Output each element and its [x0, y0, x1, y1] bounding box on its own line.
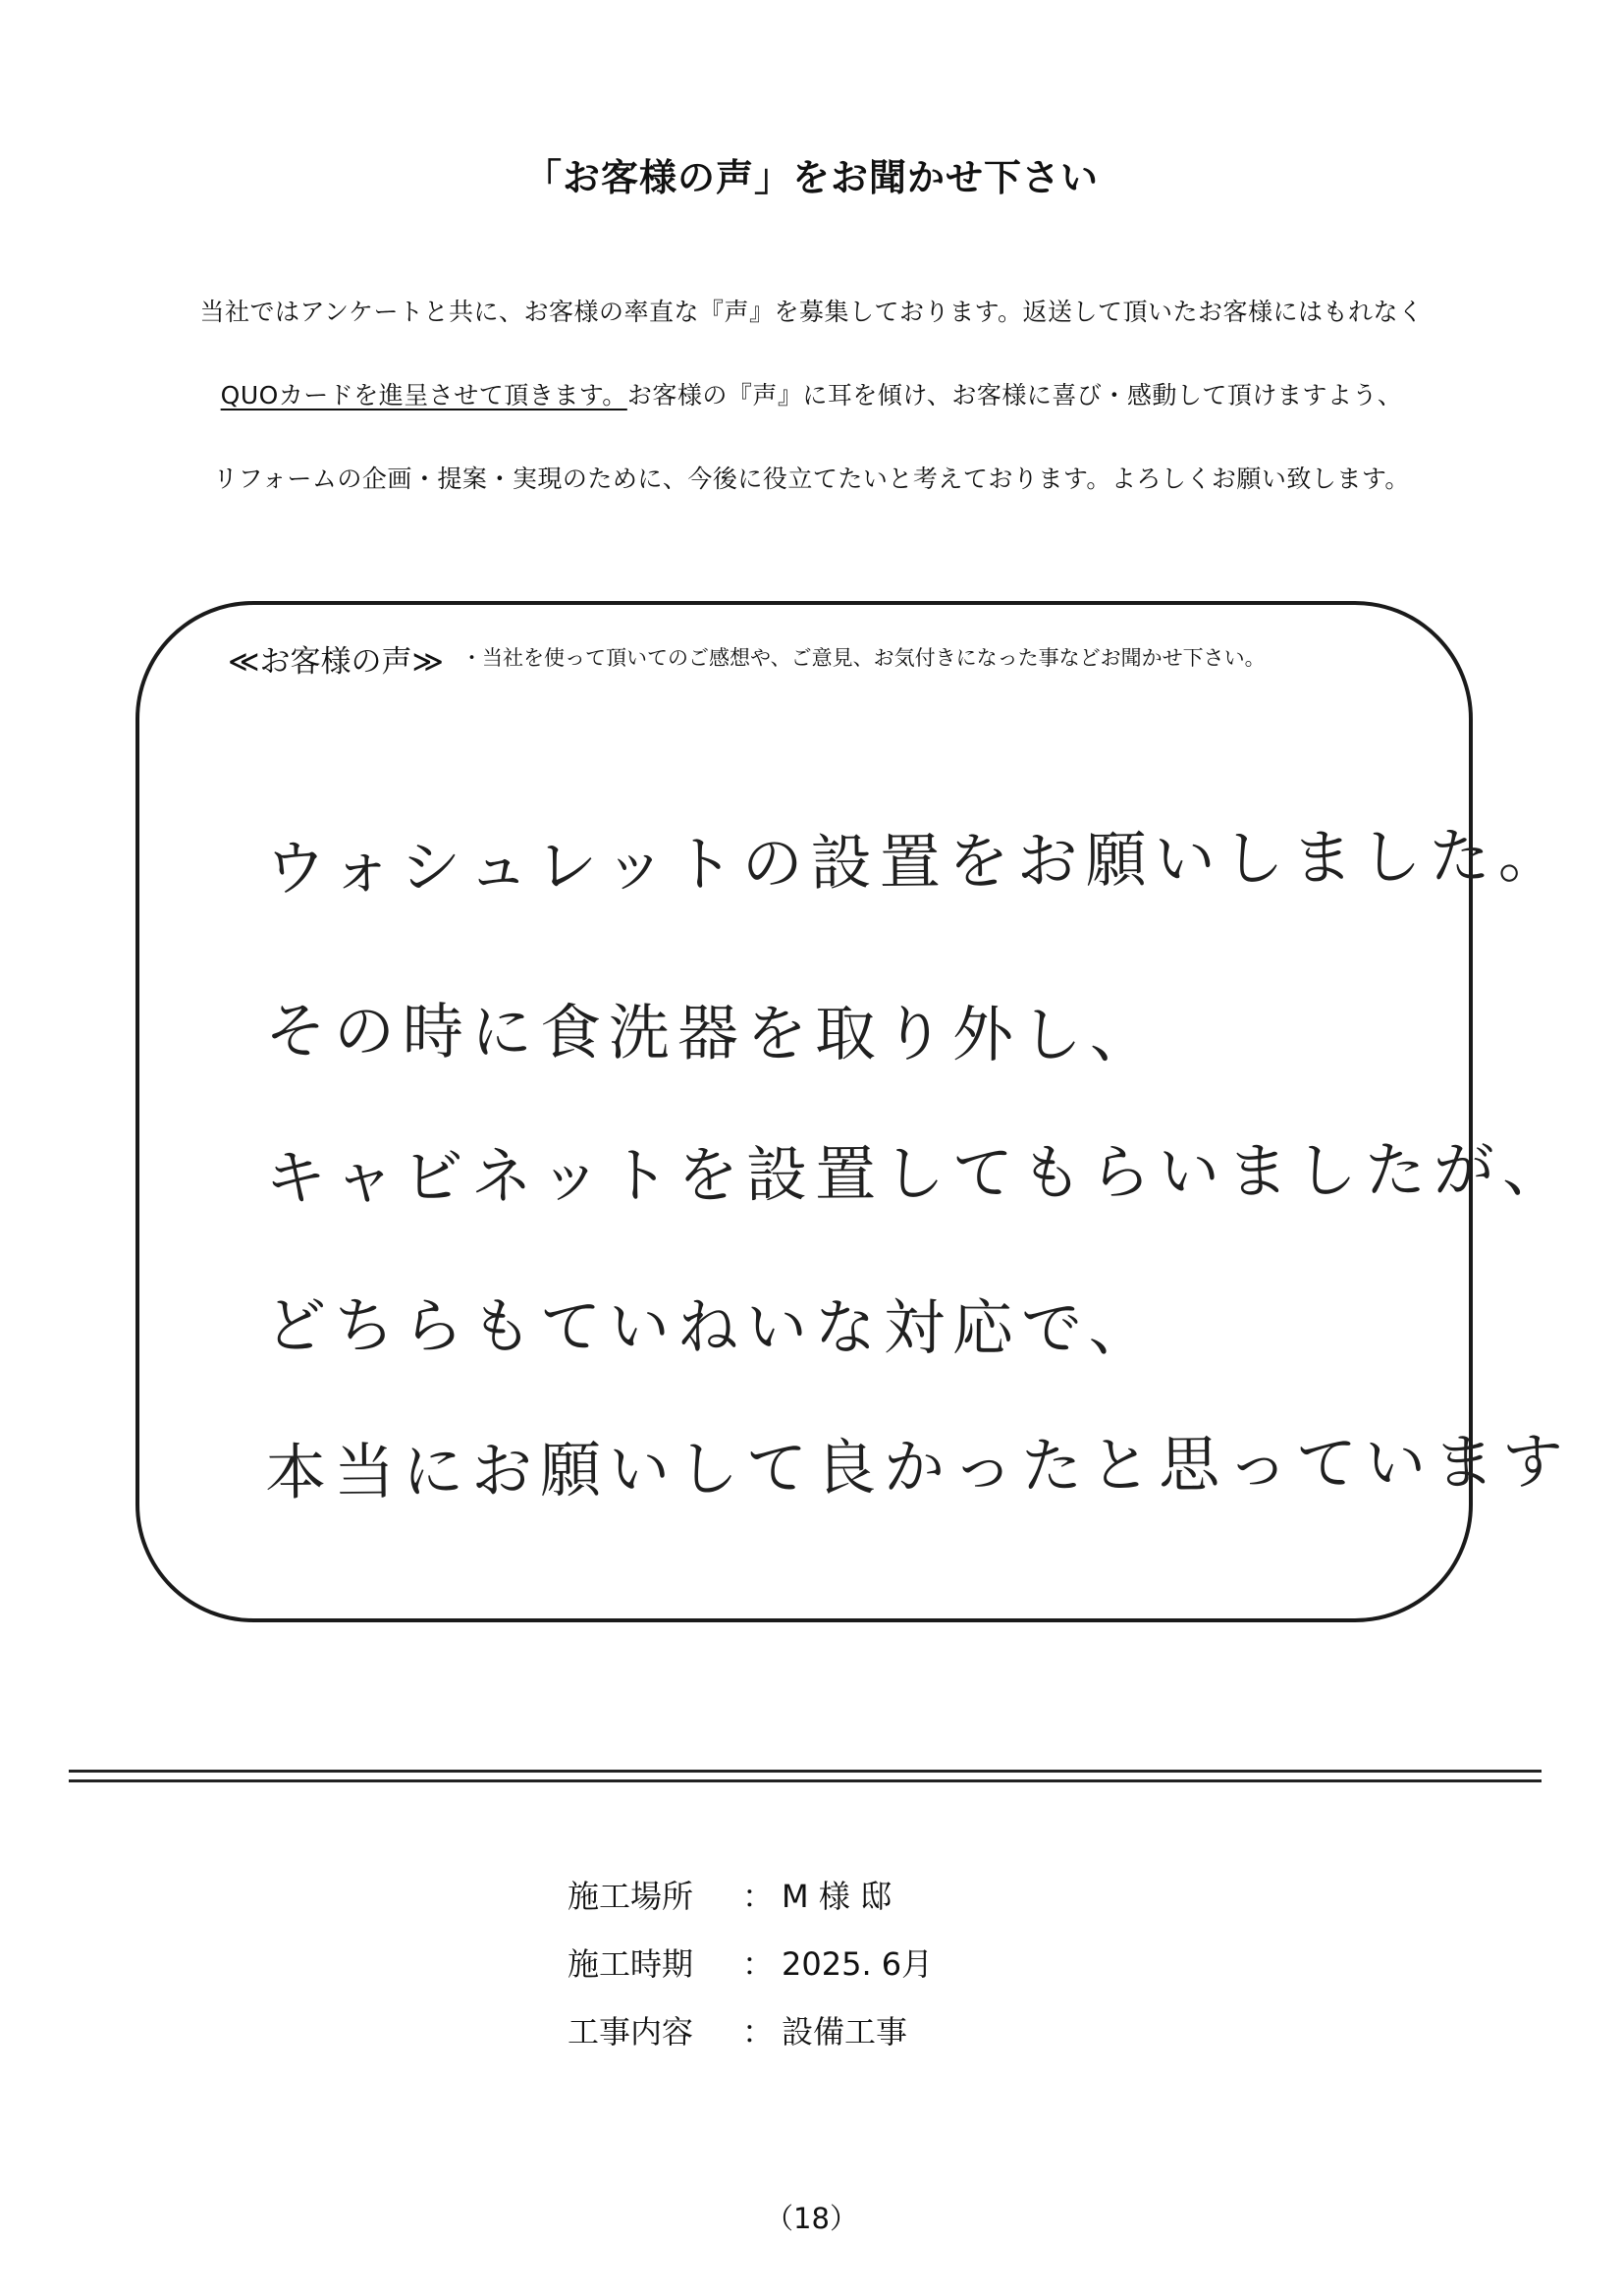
intro-line-2	[118, 376, 1505, 411]
separator: ：	[741, 2013, 774, 2050]
handwritten-line: 本当にお願いして良かったと思っています	[264, 1425, 1572, 1508]
voice-heading: ≪お客様の声≫	[228, 644, 444, 680]
separator: ：	[741, 1878, 774, 1915]
project-content-label: 工事内容	[568, 2013, 694, 2050]
page-title: 「お客様の声」をお聞かせ下さい	[523, 156, 1099, 199]
page-number: （18）	[765, 2202, 858, 2235]
project-period	[568, 1940, 1255, 1985]
handwritten-line: どちらもていねいな対応で、	[264, 1289, 1158, 1365]
project-period-value: 2025. 6月	[782, 1945, 934, 1983]
handwritten-line: ウォシュレットの設置をお願いしました。	[264, 819, 1568, 904]
handwritten-line: その時に食洗器を取り外し、	[264, 995, 1160, 1071]
handwritten-line: キャビネットを設置してもらいましたが、	[264, 1132, 1572, 1214]
project-content-value: 設備工事	[782, 2013, 908, 2050]
intro-line-2-rest: お客様の『声』に耳を傾け、お客様に喜び・感動して頂けますよう、	[626, 381, 1403, 410]
project-location-value: M 様 邸	[782, 1878, 892, 1915]
separator: ：	[741, 1945, 774, 1983]
project-location	[568, 1872, 1255, 1917]
project-location-label: 施工場所	[568, 1878, 694, 1915]
project-content	[568, 2007, 1255, 2052]
intro-line-3: リフォームの企画・提案・実現のために、今後に役立てたいと考えております。よろしくお願い致します。	[213, 465, 1410, 493]
intro-line-1: 当社ではアンケートと共に、お客様の率直な『声』を募集しております。返送して頂いたお客様にはもれなく	[199, 298, 1424, 326]
project-period-label: 施工時期	[568, 1945, 694, 1983]
voice-prompt: ・当社を使って頂いてのご感想や、ご意見、お気付きになった事などお聞かせ下さい。	[461, 646, 1266, 670]
quo-card-offer: QUOカードを進呈させて頂きます。	[220, 381, 627, 410]
divider-line	[69, 1779, 1542, 1782]
divider-line	[69, 1770, 1542, 1773]
